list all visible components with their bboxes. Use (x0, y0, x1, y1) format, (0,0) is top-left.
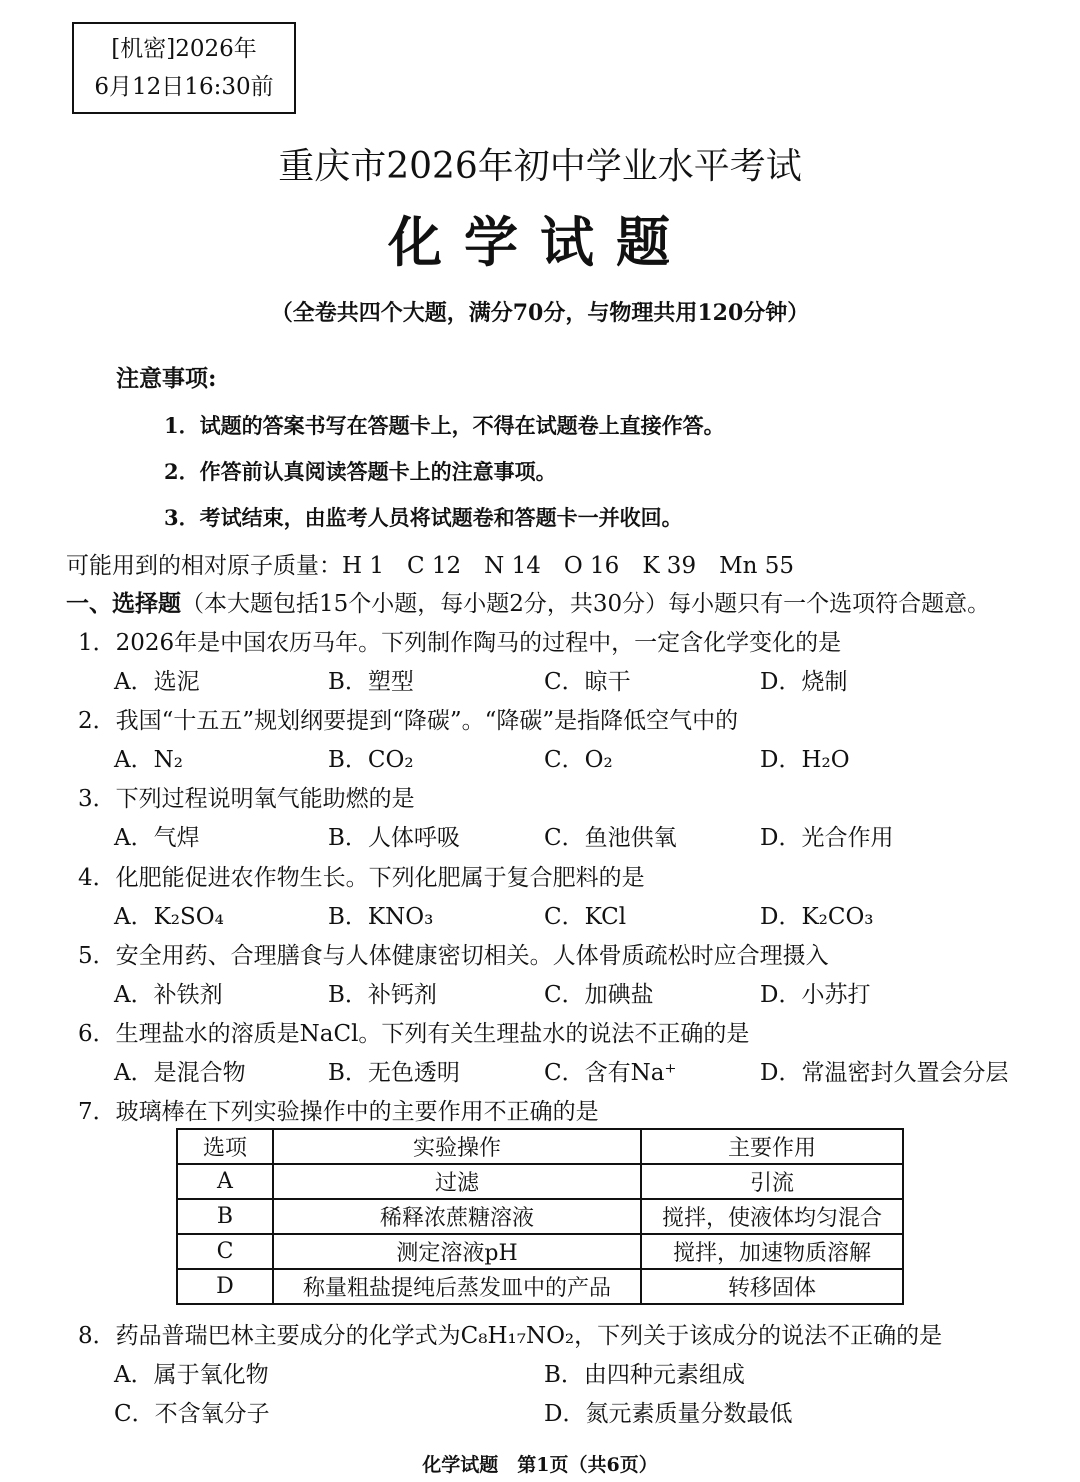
q4-option-a: A．K₂SO₄ (114, 904, 224, 930)
experiment-table (176, 1128, 904, 1305)
q4-option-d: D．K₂CO₃ (760, 904, 874, 930)
q2-option-b: B．CO₂ (328, 747, 414, 773)
table-row (177, 1164, 903, 1199)
table-cell: B (177, 1199, 273, 1234)
question-5-stem: 5．安全用药、合理膳食与人体健康密切相关。人体骨质疏松时应合理摄入 (78, 943, 829, 969)
section-1-desc: （本大题包括15个小题，每小题2分，共30分）每小题只有一个选项符合题意。 (181, 591, 991, 617)
table-header-function: 主要作用 (641, 1129, 903, 1164)
notice-heading: 注意事项: (116, 365, 217, 392)
question-3-stem: 3．下列过程说明氧气能助燃的是 (78, 786, 415, 812)
q3-option-d: D．光合作用 (760, 825, 894, 851)
q8-option-c: C．不含氧分子 (114, 1401, 270, 1427)
q5-option-c: C．加碘盐 (544, 982, 654, 1008)
question-8-stem: 8．药品普瑞巴林主要成分的化学式为C₈H₁₇NO₂，下列关于该成分的说法不正确的是 (78, 1323, 943, 1349)
question-7-stem: 7．玻璃棒在下列实验操作中的主要作用不正确的是 (78, 1099, 599, 1125)
q6-option-b: B．无色透明 (328, 1060, 460, 1086)
q8-option-d: D．氮元素质量分数最低 (544, 1401, 793, 1427)
q2-option-d: D．H₂O (760, 747, 850, 773)
question-6-stem: 6．生理盐水的溶质是NaCl。下列有关生理盐水的说法不正确的是 (78, 1021, 750, 1047)
q2-option-c: C．O₂ (544, 747, 613, 773)
table-cell: C (177, 1234, 273, 1269)
question-4-stem: 4．化肥能促进农作物生长。下列化肥属于复合肥料的是 (78, 865, 645, 891)
q8-option-a: A．属于氧化物 (114, 1362, 269, 1388)
table-cell: 引流 (641, 1164, 903, 1199)
table-cell: 转移固体 (641, 1269, 903, 1304)
q3-option-b: B．人体呼吸 (328, 825, 460, 851)
q4-option-c: C．KCl (544, 904, 627, 930)
q6-option-a: A．是混合物 (114, 1060, 246, 1086)
q3-option-a: A．气焊 (114, 825, 200, 851)
table-cell: A (177, 1164, 273, 1199)
exam-meta: （全卷共四个大题，满分70分，与物理共用120分钟） (270, 300, 810, 326)
table-header-operation: 实验操作 (273, 1129, 641, 1164)
table-cell: 稀释浓蔗糖溶液 (273, 1199, 641, 1234)
table-cell: 测定溶液pH (273, 1234, 641, 1269)
notice-item-3: 3．考试结束，由监考人员将试题卷和答题卡一并收回。 (164, 505, 683, 530)
q2-option-a: A．N₂ (114, 747, 183, 773)
q5-option-b: B．补钙剂 (328, 982, 437, 1008)
q6-option-c: C．含有Na⁺ (544, 1060, 677, 1086)
q5-option-a: A．补铁剂 (114, 982, 223, 1008)
table-row (177, 1199, 903, 1234)
notice-item-1: 1．试题的答案书写在答题卡上，不得在试题卷上直接作答。 (164, 413, 725, 438)
table-row (177, 1234, 903, 1269)
question-2-stem: 2．我国“十五五”规划纲要提到“降碳”。“降碳”是指降低空气中的 (78, 708, 739, 734)
table-cell: 过滤 (273, 1164, 641, 1199)
table-header-option: 选项 (177, 1129, 273, 1164)
table-row (177, 1269, 903, 1304)
section-1-heading (66, 585, 990, 618)
stamp-line-2: 6月12日16:30前 (94, 74, 274, 100)
exam-title: 重庆市2026年初中学业水平考试 (278, 146, 802, 187)
q1-option-d: D．烧制 (760, 669, 848, 695)
stamp-line-1: [机密]2026年 (111, 36, 257, 62)
confidential-stamp (72, 22, 296, 114)
q5-option-d: D．小苏打 (760, 982, 871, 1008)
q1-option-b: B．塑型 (328, 669, 414, 695)
q8-option-b: B．由四种元素组成 (544, 1362, 745, 1388)
section-1-label: 一、选择题 (66, 590, 181, 617)
table-cell: 搅拌，使液体均匀混合 (641, 1199, 903, 1234)
q4-option-b: B．KNO₃ (328, 904, 434, 930)
table-cell: 称量粗盐提纯后蒸发皿中的产品 (273, 1269, 641, 1304)
q3-option-c: C．鱼池供氧 (544, 825, 677, 851)
question-1-stem: 1．2026年是中国农历马年。下列制作陶马的过程中，一定含化学变化的是 (78, 630, 842, 656)
page-footer: 化学试题 第1页（共6页） (422, 1454, 658, 1476)
atomic-masses: 可能用到的相对原子质量：H 1 C 12 N 14 O 16 K 39 Mn 55 (66, 553, 795, 579)
table-cell: D (177, 1269, 273, 1304)
table-header-row (177, 1129, 903, 1164)
subject-title: 化学试题 (388, 210, 692, 274)
q1-option-a: A．选泥 (114, 669, 200, 695)
table-cell: 搅拌，加速物质溶解 (641, 1234, 903, 1269)
q6-option-d: D．常温密封久置会分层 (760, 1060, 1009, 1086)
notice-item-2: 2．作答前认真阅读答题卡上的注意事项。 (164, 459, 557, 484)
q1-option-c: C．晾干 (544, 669, 631, 695)
